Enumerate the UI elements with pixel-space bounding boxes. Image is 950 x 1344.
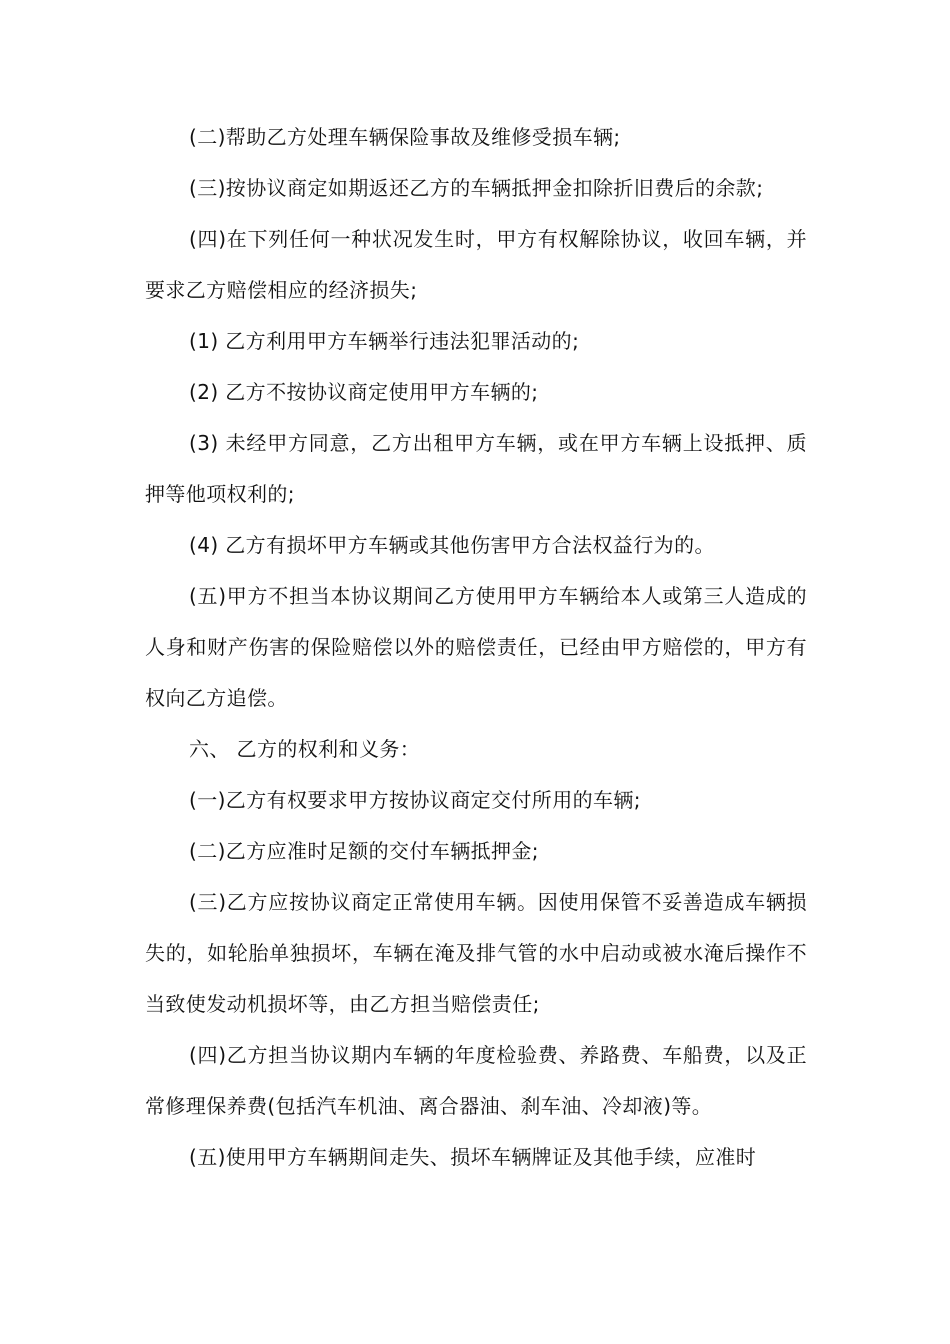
paragraph-clause-6-1: (一)乙方有权要求甲方按协议商定交付所用的车辆; bbox=[189, 788, 641, 812]
paragraph-subitem-3: (3) 未经甲方同意，乙方出租甲方车辆，或在甲方车辆上设抵押、质押等他项权利的; bbox=[145, 431, 807, 506]
paragraph-clause-2-3: (三)按协议商定如期返还乙方的车辆抵押金扣除折旧费后的余款; bbox=[189, 176, 764, 200]
document-body bbox=[145, 112, 807, 1183]
paragraph-clause-2-2: (二)帮助乙方处理车辆保险事故及维修受损车辆; bbox=[189, 125, 621, 149]
section-heading-6: 六、 乙方的权利和义务： bbox=[189, 737, 421, 761]
paragraph-clause-6-5: (五)使用甲方车辆期间走失、损坏车辆牌证及其他手续，应准时 bbox=[189, 1145, 757, 1169]
paragraph-clause-6-4: (四)乙方担当协议期内车辆的年度检验费、养路费、车船费，以及正常修理保养费(包括汽车机油、离合器油、刹车油、冷却液)等。 bbox=[145, 1043, 807, 1118]
paragraph-subitem-2: (2) 乙方不按协议商定使用甲方车辆的; bbox=[189, 380, 539, 404]
paragraph-subitem-1: (1) 乙方利用甲方车辆举行违法犯罪活动的; bbox=[189, 329, 580, 353]
paragraph-clause-2-4: (四)在下列任何一种状况发生时，甲方有权解除协议，收回车辆，并要求乙方赔偿相应的经济损失; bbox=[145, 227, 807, 302]
paragraph-clause-2-5: (五)甲方不担当本协议期间乙方使用甲方车辆给本人或第三人造成的人身和财产伤害的保险赔偿以外的赔偿责任，已经由甲方赔偿的，甲方有权向乙方追偿。 bbox=[145, 584, 807, 710]
paragraph-subitem-4: (4) 乙方有损坏甲方车辆或其他伤害甲方合法权益行为的。 bbox=[189, 533, 715, 557]
paragraph-clause-6-3: (三)乙方应按协议商定正常使用车辆。因使用保管不妥善造成车辆损失的，如轮胎单独损坏，车辆在淹及排气管的水中启动或被水淹后操作不当致使发动机损坏等，由乙方担当赔偿责任; bbox=[145, 890, 807, 1016]
paragraph-clause-6-2: (二)乙方应准时足额的交付车辆抵押金; bbox=[189, 839, 539, 863]
